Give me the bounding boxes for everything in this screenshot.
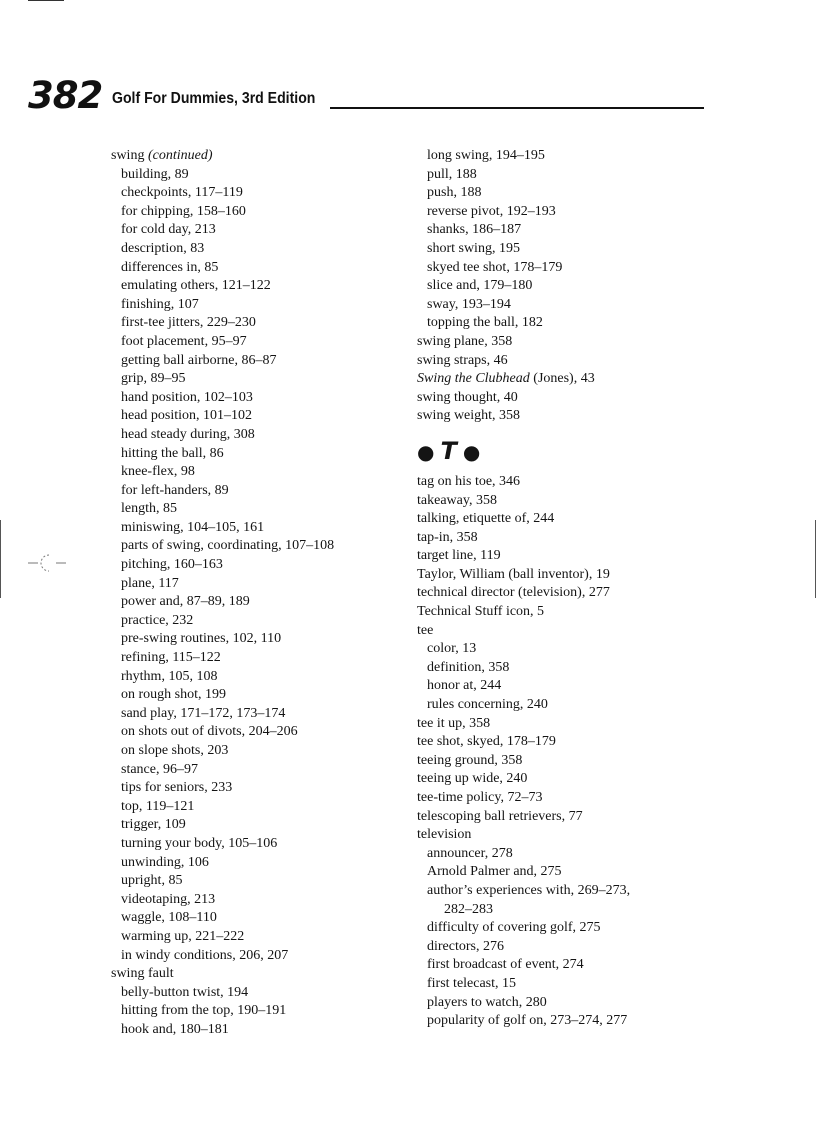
index-entry-text: finishing, 107 bbox=[121, 296, 199, 312]
index-entry bbox=[417, 473, 717, 492]
index-entry bbox=[417, 529, 717, 548]
running-header bbox=[28, 74, 708, 118]
index-entry-text: swing bbox=[111, 148, 148, 163]
index-entry-text: hitting from the top, 190–191 bbox=[121, 1003, 287, 1019]
index-entry-text: definition, 358 bbox=[427, 659, 510, 675]
index-entry bbox=[417, 352, 717, 371]
registration-mark-icon bbox=[28, 550, 66, 576]
index-entry-italic-text: (continued) bbox=[147, 148, 213, 163]
index-entry-text: swing straps, 46 bbox=[417, 352, 508, 368]
index-entry-italic-text: Swing the Clubhead bbox=[417, 371, 530, 387]
index-entry bbox=[417, 770, 717, 789]
index-subentry bbox=[111, 947, 391, 966]
index-column-right bbox=[417, 147, 717, 1031]
index-entry-text: telescoping ball retrievers, 77 bbox=[417, 808, 583, 824]
index-entry-text: foot placement, 95–97 bbox=[121, 333, 247, 349]
index-subentry bbox=[111, 556, 391, 575]
index-subentry bbox=[417, 147, 717, 166]
index-subentry bbox=[111, 445, 391, 464]
index-subentry bbox=[417, 901, 717, 920]
index-subentry bbox=[417, 882, 717, 901]
index-subentry bbox=[111, 798, 391, 817]
index-entry bbox=[417, 752, 717, 771]
index-subentry bbox=[417, 277, 717, 296]
index-entry-text: grip, 89–95 bbox=[121, 371, 186, 387]
index-entry-text: miniswing, 104–105, 161 bbox=[121, 519, 265, 535]
index-subentry bbox=[111, 426, 391, 445]
index-entry-text: (Jones), 43 bbox=[529, 371, 595, 387]
index-entry-text: stance, 96–97 bbox=[121, 761, 198, 777]
index-subentry bbox=[111, 1021, 391, 1040]
top-crop-rule bbox=[28, 0, 64, 1]
index-entry-text: short swing, 195 bbox=[427, 240, 520, 256]
index-subentry bbox=[111, 909, 391, 928]
index-entry-text: head steady during, 308 bbox=[121, 426, 255, 442]
index-entry-text: tee bbox=[417, 622, 434, 638]
index-entry-text: unwinding, 106 bbox=[121, 854, 209, 870]
index-subentry bbox=[111, 221, 391, 240]
index-entry-text: rhythm, 105, 108 bbox=[121, 668, 218, 684]
index-entry-text: Arnold Palmer and, 275 bbox=[427, 864, 562, 880]
index-subentry bbox=[111, 482, 391, 501]
index-entry-text: turning your body, 105–106 bbox=[121, 835, 278, 851]
index-entry-text: upright, 85 bbox=[121, 873, 183, 889]
index-subentry bbox=[417, 240, 717, 259]
index-subentry bbox=[417, 203, 717, 222]
index-subentry bbox=[417, 863, 717, 882]
index-entry-text: hand position, 102–103 bbox=[121, 389, 253, 405]
index-entry-text: getting ball airborne, 86–87 bbox=[121, 352, 277, 368]
index-subentry bbox=[417, 938, 717, 957]
index-entry-text: sand play, 171–172, 173–174 bbox=[121, 705, 286, 721]
index-entry-text: sway, 193–194 bbox=[427, 296, 511, 312]
index-subentry bbox=[111, 835, 391, 854]
index-entry bbox=[417, 603, 717, 622]
index-entry-text: honor at, 244 bbox=[427, 678, 502, 694]
left-margin-mark bbox=[0, 520, 1, 598]
index-entry-text: checkpoints, 117–119 bbox=[121, 185, 243, 201]
index-subentry bbox=[111, 761, 391, 780]
index-entry bbox=[417, 333, 717, 352]
index-subentry bbox=[111, 184, 391, 203]
index-entry bbox=[417, 826, 717, 845]
index-subentry bbox=[111, 984, 391, 1003]
index-subentry bbox=[417, 994, 717, 1013]
index-entry-text: tips for seniors, 233 bbox=[121, 780, 233, 796]
index-entry bbox=[417, 370, 717, 389]
index-subentry bbox=[111, 1002, 391, 1021]
index-entry-text: teeing up wide, 240 bbox=[417, 771, 528, 787]
index-entry bbox=[417, 789, 717, 808]
index-subentry bbox=[111, 649, 391, 668]
index-subentry bbox=[111, 463, 391, 482]
index-entry bbox=[417, 547, 717, 566]
index-entry bbox=[111, 147, 391, 166]
index-subentry bbox=[417, 296, 717, 315]
index-entry-text: teeing ground, 358 bbox=[417, 752, 523, 768]
index-entry-text: description, 83 bbox=[121, 240, 205, 256]
index-entry-text: pull, 188 bbox=[427, 166, 477, 182]
index-subentry bbox=[111, 816, 391, 835]
index-subentry bbox=[417, 659, 717, 678]
index-entry-text: takeaway, 358 bbox=[417, 492, 497, 508]
index-subentry bbox=[111, 314, 391, 333]
index-entry-text: tee-time policy, 72–73 bbox=[417, 790, 543, 805]
index-entry-text: plane, 117 bbox=[121, 575, 179, 591]
index-subentry bbox=[111, 686, 391, 705]
index-entry-text: refining, 115–122 bbox=[121, 650, 221, 666]
index-entry-text: topping the ball, 182 bbox=[427, 315, 543, 331]
index-subentry bbox=[417, 845, 717, 864]
index-entry-text: first telecast, 15 bbox=[427, 975, 517, 991]
index-subentry bbox=[111, 593, 391, 612]
index-entry-text: talking, etiquette of, 244 bbox=[417, 511, 555, 527]
index-entry-text: for cold day, 213 bbox=[121, 222, 216, 238]
index-subentry bbox=[111, 203, 391, 222]
index-entry-text: tap-in, 358 bbox=[417, 529, 478, 545]
index-entries-t bbox=[417, 473, 717, 1031]
index-entry-text: videotaping, 213 bbox=[121, 891, 216, 907]
index-subentry bbox=[417, 221, 717, 240]
index-entry-text: knee-flex, 98 bbox=[121, 464, 195, 480]
bullet-icon: ● bbox=[417, 439, 435, 464]
index-entry-text: waggle, 108–110 bbox=[121, 910, 217, 926]
bullet-icon: ● bbox=[462, 439, 481, 464]
index-entry-text: slice and, 179–180 bbox=[427, 278, 533, 294]
index-entry-text: swing fault bbox=[111, 966, 174, 982]
header-rule bbox=[330, 107, 704, 109]
index-entry-text: author’s experiences with, 269–273, bbox=[427, 882, 631, 898]
index-entry-text: emulating others, 121–122 bbox=[121, 278, 271, 294]
index-entry bbox=[417, 510, 717, 529]
index-entry-text: tag on his toe, 346 bbox=[417, 473, 521, 489]
index-entry-text: trigger, 109 bbox=[121, 817, 186, 833]
index-entry-text: for chipping, 158–160 bbox=[121, 203, 246, 219]
index-entry-text: swing thought, 40 bbox=[417, 389, 518, 405]
index-subentry bbox=[111, 519, 391, 538]
index-entries-s bbox=[417, 147, 717, 426]
index-entry-text: head position, 101–102 bbox=[121, 408, 253, 424]
index-subentry bbox=[111, 389, 391, 408]
index-entry-text: television bbox=[417, 827, 472, 843]
index-entry-text: technical director (television), 277 bbox=[417, 585, 610, 601]
index-entry-text: hook and, 180–181 bbox=[121, 1021, 229, 1037]
index-entry-text: in windy conditions, 206, 207 bbox=[121, 947, 289, 963]
index-subentry bbox=[111, 370, 391, 389]
index-entry-text: first-tee jitters, 229–230 bbox=[121, 315, 256, 331]
index-subentry bbox=[111, 723, 391, 742]
index-entry-text: on shots out of divots, 204–206 bbox=[121, 724, 298, 740]
index-subentry bbox=[111, 537, 391, 556]
index-entry-text: on slope shots, 203 bbox=[121, 743, 229, 758]
index-subentry bbox=[417, 696, 717, 715]
index-entry-text: belly-button twist, 194 bbox=[121, 984, 249, 1000]
index-entry-text: Taylor, William (ball inventor), 19 bbox=[417, 566, 610, 582]
index-subentry bbox=[111, 891, 391, 910]
index-entry-text: swing plane, 358 bbox=[417, 333, 513, 349]
index-entry-text: first broadcast of event, 274 bbox=[427, 957, 584, 973]
index-subentry bbox=[111, 872, 391, 891]
index-subentry bbox=[111, 575, 391, 594]
index-entry-text: reverse pivot, 192–193 bbox=[427, 203, 556, 219]
index-subentry bbox=[111, 742, 391, 761]
index-column-left bbox=[111, 147, 391, 1040]
index-entry bbox=[111, 965, 391, 984]
index-entry bbox=[417, 566, 717, 585]
index-subentry bbox=[111, 166, 391, 185]
index-entry-text: building, 89 bbox=[121, 166, 189, 182]
index-entry-text: differences in, 85 bbox=[121, 259, 219, 275]
index-subentry bbox=[417, 975, 717, 994]
index-entry bbox=[417, 492, 717, 511]
index-entry-text: hitting the ball, 86 bbox=[121, 445, 224, 461]
index-entry-text: announcer, 278 bbox=[427, 845, 513, 861]
index-entry-text: Technical Stuff icon, 5 bbox=[417, 604, 545, 620]
index-entry bbox=[417, 715, 717, 734]
page-number: 382 bbox=[28, 74, 103, 117]
index-subentry bbox=[111, 333, 391, 352]
index-subentry bbox=[417, 640, 717, 659]
index-subentry bbox=[111, 630, 391, 649]
index-subentry bbox=[417, 1012, 717, 1031]
index-entry-text: warming up, 221–222 bbox=[121, 928, 245, 944]
index-entry-text: on rough shot, 199 bbox=[121, 687, 226, 703]
index-entry bbox=[417, 733, 717, 752]
section-heading-t bbox=[417, 429, 717, 473]
index-entry-text: popularity of golf on, 273–274, 277 bbox=[427, 1013, 628, 1029]
index-entry-text: practice, 232 bbox=[121, 612, 194, 628]
index-subentry bbox=[111, 296, 391, 315]
index-entry bbox=[417, 584, 717, 603]
index-entry-text: for left-handers, 89 bbox=[121, 482, 229, 498]
index-subentry bbox=[417, 259, 717, 278]
index-entry-text: target line, 119 bbox=[417, 548, 501, 564]
index-entry-text: power and, 87–89, 189 bbox=[121, 594, 250, 610]
index-entry-text: 282–283 bbox=[444, 901, 493, 917]
index-subentry bbox=[111, 668, 391, 687]
index-subentry bbox=[111, 500, 391, 519]
index-entry-text: difficulty of covering golf, 275 bbox=[427, 920, 601, 936]
index-entry-text: top, 119–121 bbox=[121, 798, 195, 814]
index-subentry bbox=[417, 166, 717, 185]
index-subentry bbox=[417, 184, 717, 203]
index-entry-text: players to watch, 280 bbox=[427, 994, 547, 1010]
index-subentry bbox=[417, 956, 717, 975]
index-entry-text: shanks, 186–187 bbox=[427, 222, 522, 238]
index-entry-text: parts of swing, coordinating, 107–108 bbox=[121, 538, 335, 554]
index-subentry bbox=[111, 240, 391, 259]
index-subentry bbox=[111, 407, 391, 426]
index-subentry bbox=[111, 352, 391, 371]
index-entry bbox=[417, 407, 717, 426]
index-entry bbox=[417, 389, 717, 408]
index-entry-text: pre-swing routines, 102, 110 bbox=[121, 631, 282, 647]
index-subentry bbox=[111, 277, 391, 296]
index-entry bbox=[417, 622, 717, 641]
index-entry bbox=[417, 808, 717, 827]
index-subentry bbox=[417, 314, 717, 333]
index-subentry bbox=[111, 705, 391, 724]
index-subentry bbox=[417, 677, 717, 696]
index-subentry bbox=[111, 928, 391, 947]
index-subentry bbox=[111, 854, 391, 873]
index-subentry bbox=[111, 259, 391, 278]
section-letter: T bbox=[440, 436, 457, 465]
index-entry-text: length, 85 bbox=[121, 501, 177, 517]
index-subentry bbox=[111, 612, 391, 631]
index-entry-text: pitching, 160–163 bbox=[121, 557, 223, 573]
book-title: Golf For Dummies, 3rd Edition bbox=[112, 90, 316, 107]
index-subentry bbox=[111, 779, 391, 798]
index-entry-text: color, 13 bbox=[427, 641, 477, 657]
index-entry-text: push, 188 bbox=[427, 185, 482, 201]
index-entry-text: long swing, 194–195 bbox=[427, 148, 545, 163]
index-entry-text: swing weight, 358 bbox=[417, 408, 521, 424]
index-subentry bbox=[417, 919, 717, 938]
index-entry-text: rules concerning, 240 bbox=[427, 697, 548, 713]
index-entry-text: tee it up, 358 bbox=[417, 715, 491, 731]
index-entry-text: tee shot, skyed, 178–179 bbox=[417, 734, 556, 750]
index-entry-text: directors, 276 bbox=[427, 938, 504, 954]
index-entry-text: skyed tee shot, 178–179 bbox=[427, 259, 563, 275]
